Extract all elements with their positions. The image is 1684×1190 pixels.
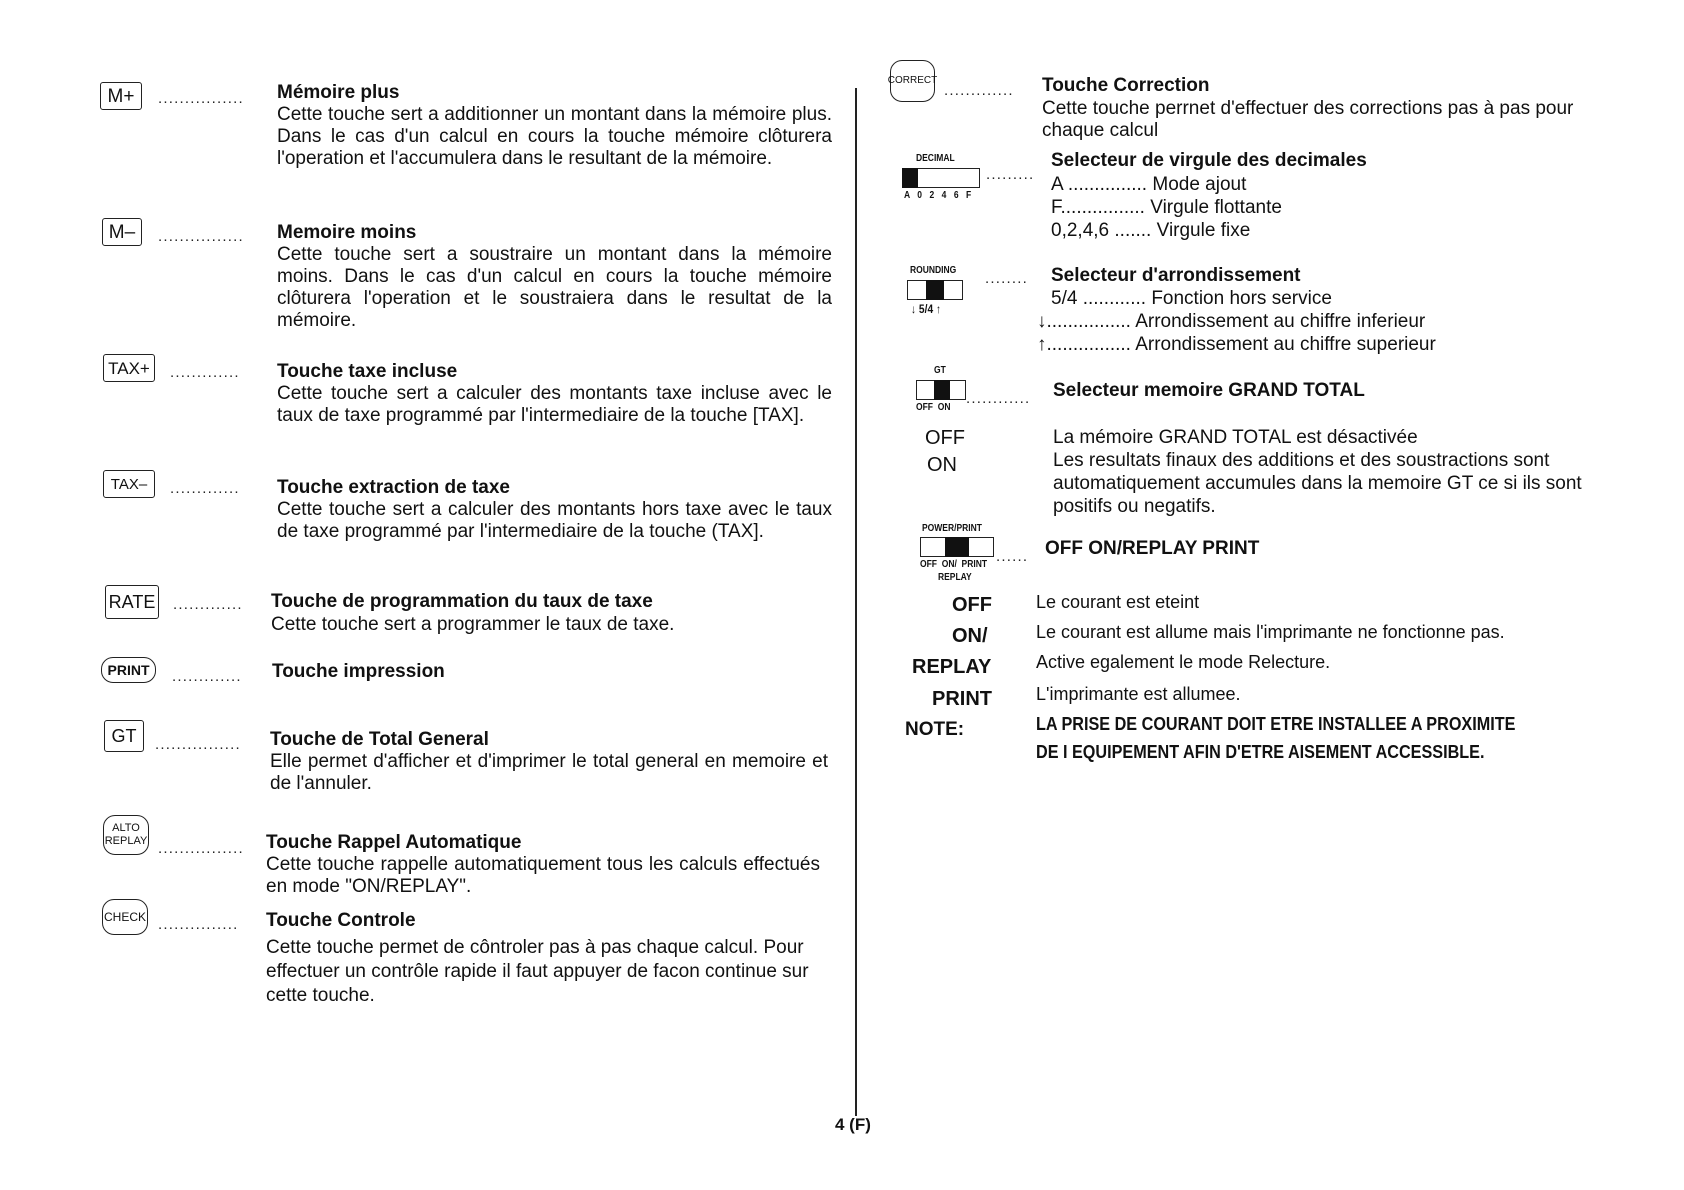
entry-title-controle: Touche Controle [266,910,416,931]
power-row-print-label: PRINT [932,688,992,710]
rounding-option-up: ↑................ Arrondissement au chiffre superieur [1037,334,1436,355]
entry-desc-correction: Cette touche perrnet d'effectuer des corrections pas à pas pour chaque calcul [1042,98,1574,141]
power-row-off-label: OFF [952,594,992,616]
decimal-option-fixed: 0,2,4,6 ....... Virgule fixe [1051,220,1251,241]
entry-title-arrondissement: Selecteur d'arrondissement [1051,265,1301,286]
decimal-switch-knob [902,168,918,188]
m-minus-key-icon: M– [102,218,142,246]
entry-desc-controle: Cette touche permet de côntroler pas à pas chaque calcul. Pour effectuer un contrôle rapide il faut appuyer de facon continue sur cette touche. [266,937,809,1006]
power-switch-label: POWER/PRINT [922,523,982,534]
leader-dots: ................ [155,736,241,753]
entry-desc-memoire-moins: Cette touche sert a soustraire un montant dans la mémoire moins. Dans le cas d'un calcul en cours la touche mémoire clôturera l'operation et le soustraiera dans le resultat de la mémoire. [277,244,832,331]
correct-key-icon: CORRECT [890,60,935,102]
entry-title-power: OFF ON/REPLAY PRINT [1045,538,1260,559]
decimal-switch-positions: A 0 2 4 6 F [904,190,974,201]
gt-switch-label: GT [934,365,946,376]
power-row-on-desc: Le courant est allume mais l'imprimante ne fonctionne pas. [1036,622,1505,642]
leader-dots: ............. [170,480,240,497]
gt-switch-positions: OFF ON [916,402,951,413]
auto-replay-key-icon [103,815,149,855]
check-key-icon: CHECK [102,899,148,935]
rounding-option-54: 5/4 ............ Fonction hors service [1051,288,1332,309]
rounding-switch-positions: ↓ 5/4 ↑ [911,302,942,316]
rounding-switch-icon [907,280,963,300]
rounding-option-down: ↓................ Arrondissement au chiffre inferieur [1037,311,1426,332]
note-label: NOTE: [905,719,965,740]
entry-desc-rappel-auto: Cette touche rappelle automatiquement tous les calculs effectués en mode "ON/REPLAY". [266,854,820,897]
leader-dots: ................ [158,228,244,245]
power-row-print-desc: L'imprimante est allumee. [1036,684,1241,704]
leader-dots: ............. [173,596,243,613]
gt-on-desc: Les resultats finaux des additions et des soustractions sont automatiquement accumules dans la memoire GT ce si ils sont positifs ou negatifs. [1053,450,1582,517]
power-row-replay-desc: Active egalement le mode Relecture. [1036,652,1331,672]
power-switch-positions-replay: REPLAY [938,572,972,583]
entry-title-taxe-incluse: Touche taxe incluse [277,361,458,382]
entry-desc-memoire-plus: Cette touche sert a additionner un montant dans la mémoire plus. Dans le cas d'un calcul en cours la touche mémoire clôturera l'operation et l'accumulera dans le resultant de la mémoire. [277,104,832,169]
note-line-1: LA PRISE DE COURANT DOIT ETRE INSTALLEE A PROXIMITE [1036,714,1516,734]
leader-dots: ............. [172,668,242,685]
power-row-replay-label: REPLAY [912,656,992,678]
auto-replay-key-line1: ALTO [112,822,140,834]
entry-title-correction: Touche Correction [1042,75,1210,96]
leader-dots: ...... [996,548,1029,565]
gt-key-icon: GT [104,720,144,752]
entry-desc-total-general: Elle permet d'afficher et d'imprimer le total general en memoire et de l'annuler. [270,751,828,794]
rate-key-icon: RATE [105,585,159,619]
power-row-on-label: ON/ [952,625,988,647]
leader-dots: ........ [985,270,1028,287]
note-line-2: DE I EQUIPEMENT AFIN D'ETRE AISEMENT ACCESSIBLE. [1036,742,1485,762]
decimal-option-a: A ............... Mode ajout [1051,174,1247,195]
entry-title-impression: Touche impression [272,661,445,682]
decimal-switch-icon [902,168,980,188]
entry-title-grand-total: Selecteur memoire GRAND TOTAL [1053,380,1365,401]
leader-dots: ................ [158,90,244,107]
leader-dots: ................ [158,840,244,857]
leader-dots: ............ [966,390,1031,407]
power-switch-icon [920,537,994,557]
power-row-off-desc: Le courant est eteint [1036,592,1200,612]
leader-dots: ............... [158,916,239,933]
rounding-switch-label: ROUNDING [910,265,957,276]
page-number: 4 (F) [835,1115,871,1134]
entry-desc-extraction-taxe: Cette touche sert a calculer des montants hors taxe avec le taux de taxe programmé par l'intermediaire de la touche (TAX]. [277,499,832,542]
entry-title-taux-taxe: Touche de programmation du taux de taxe [271,591,653,612]
m-plus-key-icon: M+ [100,82,142,110]
entry-title-memoire-moins: Memoire moins [277,222,417,243]
decimal-switch-label: DECIMAL [916,153,955,164]
gt-off-desc: La mémoire GRAND TOTAL est désactivée [1053,427,1418,448]
entry-title-rappel-auto: Touche Rappel Automatique [266,832,522,853]
gt-on-label: ON [927,454,957,476]
column-divider [855,88,857,1116]
entry-title-extraction-taxe: Touche extraction de taxe [277,477,510,498]
gt-off-label: OFF [925,427,965,449]
leader-dots: ............. [170,364,240,381]
entry-title-decimales: Selecteur de virgule des decimales [1051,150,1367,171]
entry-desc-taxe-incluse: Cette touche sert a calculer des montants taxe incluse avec le taux de taxe programmé par l'intermediaire de la touche [TAX]. [277,383,832,426]
entry-title-total-general: Touche de Total General [270,729,489,750]
entry-title-memoire-plus: Mémoire plus [277,82,400,103]
auto-replay-key-line2: REPLAY [104,835,148,847]
tax-minus-key-icon: TAX– [103,470,155,498]
gt-switch-icon [916,380,966,400]
gt-switch-knob [934,380,950,400]
rounding-switch-knob [926,280,944,300]
tax-plus-key-icon: TAX+ [103,354,155,382]
leader-dots: ............. [944,82,1014,99]
power-switch-positions: OFF ON/ PRINT [920,559,988,570]
power-switch-knob [945,537,969,557]
decimal-option-f: F................ Virgule flottante [1051,197,1282,218]
print-key-icon: PRINT [101,657,156,683]
entry-desc-taux-taxe: Cette touche sert a programmer le taux de taxe. [271,614,675,635]
leader-dots: ......... [986,166,1035,183]
